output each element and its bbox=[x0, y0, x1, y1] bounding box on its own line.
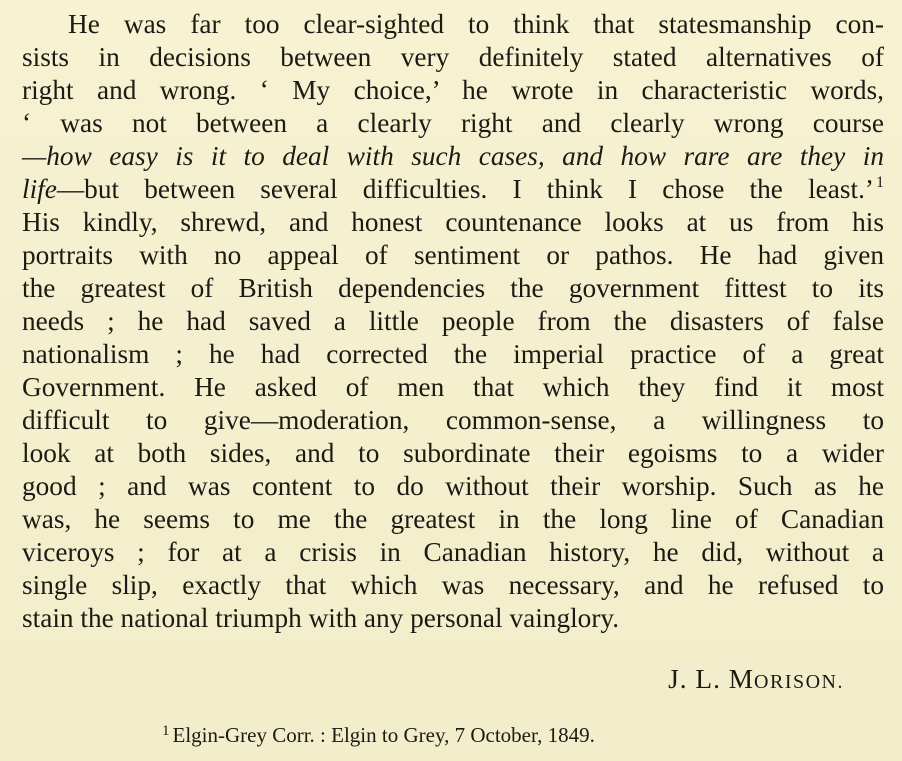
signature-surname-rest: ORISON. bbox=[754, 671, 844, 693]
text-line: look at both sides, and to subordinate their egoisms to a wider bbox=[22, 438, 884, 468]
text-line: Government. He asked of men that which they find it most bbox=[22, 372, 884, 402]
text-line: difficult to give—moderation, common-sense, a willingness to bbox=[22, 405, 884, 435]
footnote-number: 1 bbox=[162, 723, 170, 739]
text-line: His kindly, shrewd, and honest countenance looks at us from his bbox=[22, 207, 884, 237]
text-line: viceroys ; for at a crisis in Canadian history, he did, without a bbox=[22, 537, 884, 567]
text-line: sists in decisions between very definitely stated alternatives of bbox=[22, 42, 884, 72]
text-line: stain the national triumph with any personal vainglory. bbox=[22, 603, 620, 633]
footnote-text: Elgin-Grey Corr. : Elgin to Grey, 7 October, 1849. bbox=[172, 723, 595, 747]
text-line: He was far too clear-sighted to think that statesmanship con- bbox=[68, 9, 884, 39]
text-line: good ; and was content to do without their worship. Such as he bbox=[22, 471, 884, 501]
signature-initials: J. L. bbox=[668, 664, 729, 694]
text-line: nationalism ; he had corrected the imperial practice of a great bbox=[22, 339, 884, 369]
text-line: portraits with no appeal of sentiment or pathos. He had given bbox=[22, 240, 884, 270]
author-signature bbox=[668, 664, 844, 695]
footnote-reference: 1 bbox=[876, 174, 884, 191]
text-fragment: —but between several difficulties. I think I chose the least.’ bbox=[56, 174, 874, 204]
text-line: needs ; he had saved a little people from the disasters of false bbox=[22, 306, 884, 336]
footnote bbox=[162, 723, 595, 748]
text-line: right and wrong. ‘ My choice,’ he wrote in characteristic words, bbox=[22, 75, 884, 105]
text-line: the greatest of British dependencies the government fittest to its bbox=[22, 273, 884, 303]
text-line bbox=[22, 173, 884, 206]
italic-fragment: life bbox=[22, 174, 57, 204]
text-line-italic: —how easy is it to deal with such cases, and how rare are they in bbox=[22, 141, 884, 171]
body-paragraph bbox=[22, 8, 884, 635]
text-line: ‘ was not between a clearly right and clearly wrong course bbox=[22, 108, 884, 138]
signature-surname-initial: M bbox=[728, 664, 755, 694]
text-line: was, he seems to me the greatest in the long line of Canadian bbox=[22, 504, 884, 534]
text-line: single slip, exactly that which was necessary, and he refused to bbox=[22, 570, 884, 600]
